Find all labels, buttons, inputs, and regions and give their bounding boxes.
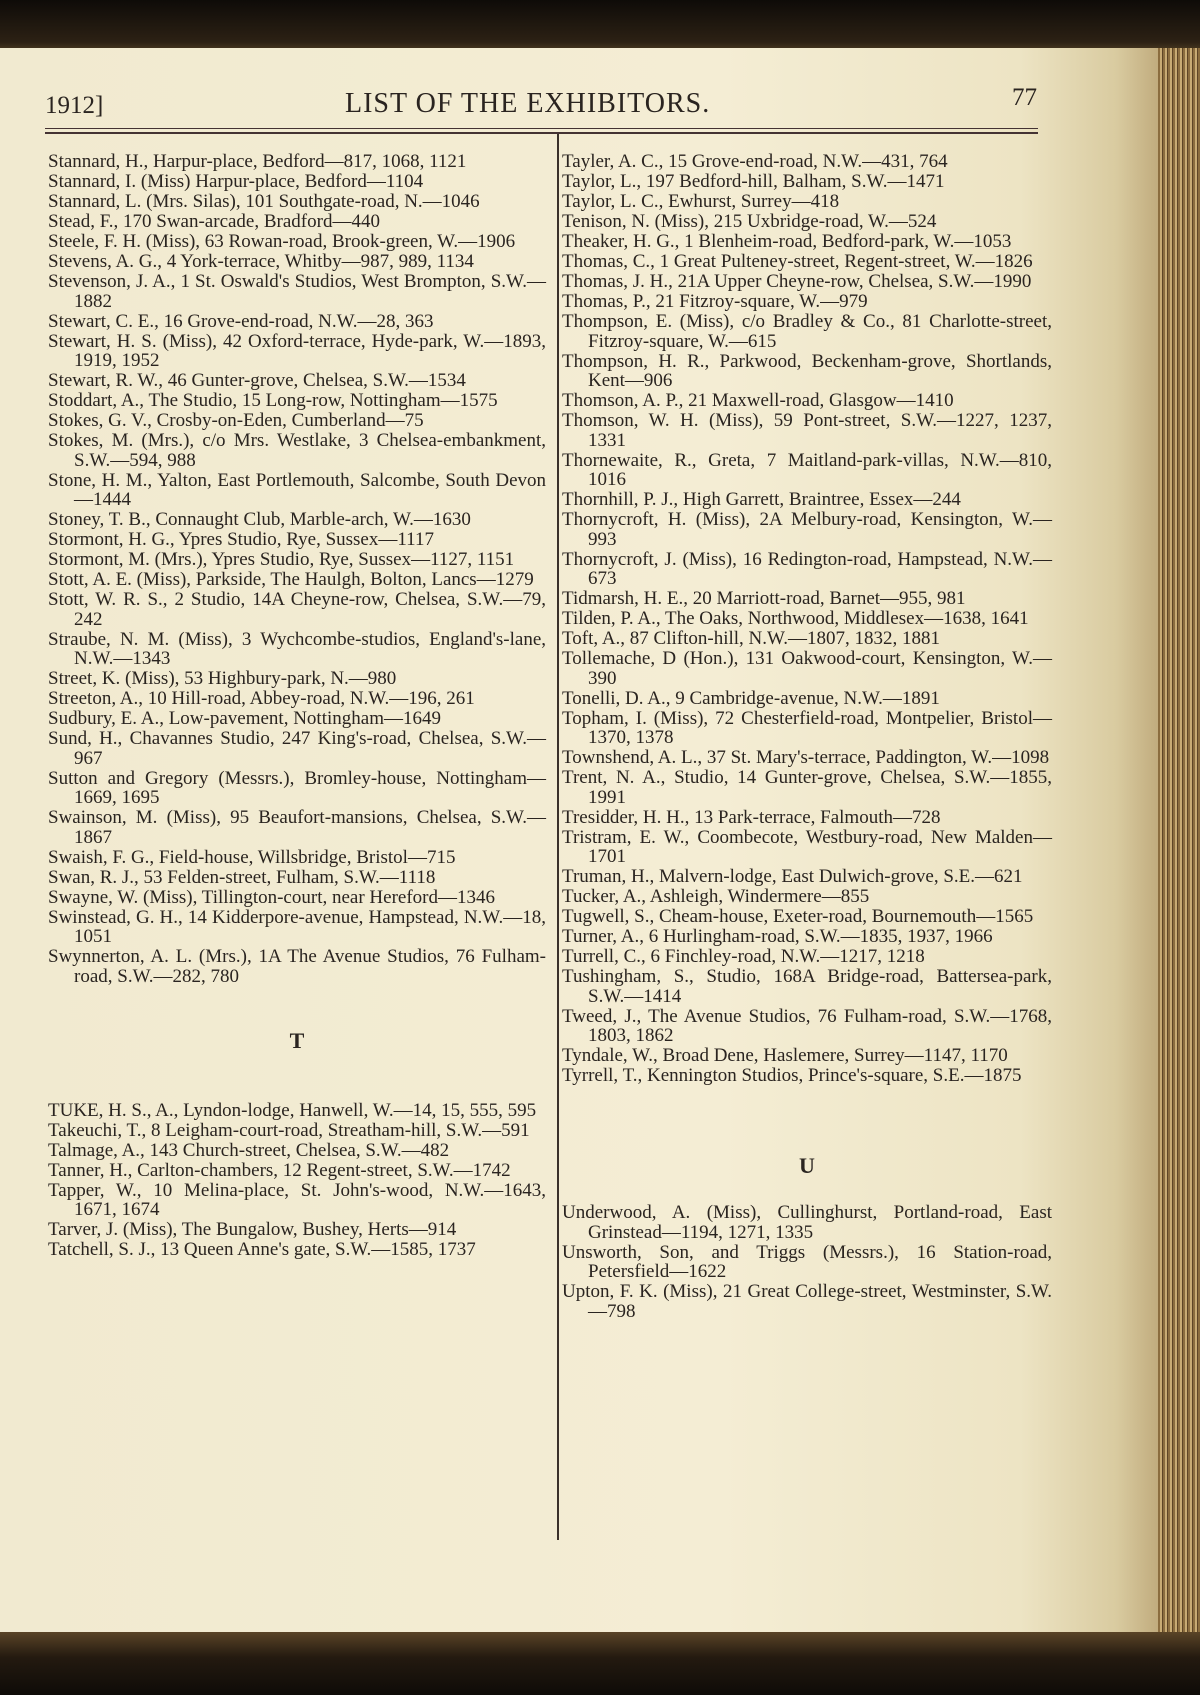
exhibitor-entry: Thomson, A. P., 21 Maxwell-road, Glasgow—1410 bbox=[562, 390, 954, 411]
exhibitor-entry: Tarver, J. (Miss), The Bungalow, Bushey, Herts—914 bbox=[48, 1219, 457, 1240]
header-rule-thin bbox=[45, 128, 1038, 129]
header-title: LIST OF THE EXHIBITORS. bbox=[345, 88, 711, 119]
exhibitor-entry: Stormont, H. G., Ypres Studio, Rye, Sussex—1117 bbox=[48, 529, 434, 550]
exhibitor-entry: Tonelli, D. A., 9 Cambridge-avenue, N.W.—1891 bbox=[562, 687, 940, 709]
exhibitor-entry: Stone, H. M., Yalton, East Portlemouth, Salcombe, South Devon—1444 bbox=[48, 469, 546, 510]
exhibitor-entry: Thornewaite, R., Greta, 7 Maitland-park-villas, N.W.—810, 1016 bbox=[562, 449, 1052, 490]
exhibitor-entry: Taylor, L. C., Ewhurst, Surrey—418 bbox=[562, 191, 840, 212]
exhibitor-entry: Stevenson, J. A., 1 St. Oswald's Studios, West Brompton, S.W.—1882 bbox=[48, 271, 546, 312]
exhibitor-entry: Topham, I. (Miss), 72 Chesterfield-road, Montpelier, Bristol—1370, 1378 bbox=[562, 707, 1052, 748]
exhibitor-entry: Swayne, W. (Miss), Tillington-court, near Hereford—1346 bbox=[48, 886, 495, 908]
section-letter-t: T bbox=[289, 1028, 305, 1053]
exhibitor-entry: Taylor, L., 197 Bedford-hill, Balham, S.W.—1471 bbox=[562, 171, 945, 192]
exhibitor-entry: Stoddart, A., The Studio, 15 Long-row, Nottingham—1575 bbox=[48, 390, 498, 411]
exhibitor-entry: Tyndale, W., Broad Dene, Haslemere, Surrey—1147, 1170 bbox=[562, 1045, 1008, 1066]
exhibitor-entry: Swaish, F. G., Field-house, Willsbridge, Bristol—715 bbox=[48, 846, 456, 868]
exhibitor-entry: Tugwell, S., Cheam-house, Exeter-road, Bournemouth—1565 bbox=[562, 906, 1034, 927]
exhibitor-entry: Straube, N. M. (Miss), 3 Wychcombe-studios, England's-lane, N.W.—1343 bbox=[48, 628, 546, 669]
exhibitor-entry: Stannard, I. (Miss) Harpur-place, Bedford—1104 bbox=[48, 171, 424, 192]
exhibitor-entry: Stewart, C. E., 16 Grove-end-road, N.W.—28, 363 bbox=[48, 310, 434, 332]
exhibitor-entry: Tatchell, S. J., 13 Queen Anne's gate, S.W.—1585, 1737 bbox=[48, 1239, 476, 1260]
right-column bbox=[562, 152, 1052, 1322]
exhibitor-entry: Theaker, H. G., 1 Blenheim-road, Bedford-park, W.—1053 bbox=[562, 231, 1012, 252]
exhibitor-entry: Turner, A., 6 Hurlingham-road, S.W.—1835, 1937, 1966 bbox=[562, 926, 993, 947]
left-column bbox=[48, 152, 546, 1260]
exhibitor-entry: Swainson, M. (Miss), 95 Beaufort-mansions, Chelsea, S.W.—1867 bbox=[48, 807, 546, 848]
exhibitor-entry: Thomas, C., 1 Great Pulteney-street, Regent-street, W.—1826 bbox=[562, 251, 1033, 272]
exhibitor-entry: Stead, F., 170 Swan-arcade, Bradford—440 bbox=[48, 211, 380, 232]
exhibitor-entry: Upton, F. K. (Miss), 21 Great College-street, Westminster, S.W.—798 bbox=[562, 1281, 1052, 1322]
exhibitor-entry: Stott, A. E. (Miss), Parkside, The Haulgh, Bolton, Lancs—1279 bbox=[48, 569, 534, 590]
exhibitor-entry: Stewart, R. W., 46 Gunter-grove, Chelsea, S.W.—1534 bbox=[48, 370, 466, 391]
right-entries-after bbox=[562, 1203, 1052, 1321]
exhibitor-entry: Steele, F. H. (Miss), 63 Rowan-road, Brook-green, W.—1906 bbox=[48, 231, 516, 252]
exhibitor-entry: Stannard, L. (Mrs. Silas), 101 Southgate-road, N.—1046 bbox=[48, 191, 480, 212]
exhibitor-entry: Streeton, A., 10 Hill-road, Abbey-road, N.W.—196, 261 bbox=[48, 688, 475, 709]
exhibitor-entry: Tyrrell, T., Kennington Studios, Prince's-square, S.E.—1875 bbox=[562, 1065, 1022, 1086]
exhibitor-entry: Unsworth, Son, and Triggs (Messrs.), 16 Station-road, Petersfield—1622 bbox=[562, 1241, 1052, 1282]
exhibitor-entry: TUKE, H. S., A., Lyndon-lodge, Hanwell, W.—14, 15, 555, 595 bbox=[48, 1099, 537, 1121]
exhibitor-entry: Stott, W. R. S., 2 Studio, 14A Cheyne-row, Chelsea, S.W.—79, 242 bbox=[48, 589, 546, 630]
left-entries-before bbox=[48, 152, 546, 986]
exhibitor-entry: Tristram, E. W., Coombecote, Westbury-road, New Malden—1701 bbox=[562, 826, 1052, 867]
exhibitor-entry: Stewart, H. S. (Miss), 42 Oxford-terrace, Hyde-park, W.—1893, 1919, 1952 bbox=[48, 330, 546, 371]
exhibitor-entry: Tucker, A., Ashleigh, Windermere—855 bbox=[562, 886, 870, 907]
exhibitor-entry: Stormont, M. (Mrs.), Ypres Studio, Rye, Sussex—1127, 1151 bbox=[48, 549, 515, 570]
exhibitor-entry: Talmage, A., 143 Church-street, Chelsea, S.W.—482 bbox=[48, 1139, 450, 1161]
exhibitor-entry: Takeuchi, T., 8 Leigham-court-road, Streatham-hill, S.W.—591 bbox=[48, 1119, 530, 1141]
exhibitor-entry: Thomson, W. H. (Miss), 59 Pont-street, S.W.—1227, 1237, 1331 bbox=[562, 410, 1052, 451]
exhibitor-entry: Thomas, J. H., 21A Upper Cheyne-row, Chelsea, S.W.—1990 bbox=[562, 271, 1032, 292]
exhibitor-entry: Stoney, T. B., Connaught Club, Marble-arch, W.—1630 bbox=[48, 509, 471, 530]
exhibitor-entry: Tenison, N. (Miss), 215 Uxbridge-road, W.—524 bbox=[562, 211, 937, 232]
exhibitor-entry: Stokes, G. V., Crosby-on-Eden, Cumberland—75 bbox=[48, 410, 424, 431]
exhibitor-entry: Tresidder, H. H., 13 Park-terrace, Falmouth—728 bbox=[562, 806, 941, 828]
column-divider bbox=[557, 134, 559, 1540]
page-edges bbox=[1158, 48, 1200, 1638]
exhibitor-entry: Thornhill, P. J., High Garrett, Braintree, Essex—244 bbox=[562, 489, 961, 510]
page-number: 77 bbox=[1012, 84, 1037, 111]
right-entries-before bbox=[562, 152, 1052, 1086]
exhibitor-entry: Truman, H., Malvern-lodge, East Dulwich-grove, S.E.—621 bbox=[562, 866, 1023, 887]
exhibitor-entry: Stokes, M. (Mrs.), c/o Mrs. Westlake, 3 Chelsea-embankment, S.W.—594, 988 bbox=[48, 430, 546, 471]
exhibitor-entry: Tayler, A. C., 15 Grove-end-road, N.W.—431, 764 bbox=[562, 151, 948, 172]
exhibitor-entry: Thompson, E. (Miss), c/o Bradley & Co., 81 Charlotte-street, Fitzroy-square, W.—615 bbox=[562, 311, 1052, 352]
header-rule-thick bbox=[45, 132, 1038, 134]
exhibitor-entry: Tweed, J., The Avenue Studios, 76 Fulham-road, S.W.—1768, 1803, 1862 bbox=[562, 1005, 1052, 1046]
exhibitor-entry: Tollemache, D (Hon.), 131 Oakwood-court, Kensington, W.—390 bbox=[562, 648, 1052, 689]
header-year: 1912] bbox=[45, 92, 104, 119]
exhibitor-entry: Thomas, P., 21 Fitzroy-square, W.—979 bbox=[562, 291, 868, 312]
exhibitor-entry: Tushingham, S., Studio, 168A Bridge-road, Battersea-park, S.W.—1414 bbox=[562, 966, 1052, 1007]
exhibitor-entry: Thornycroft, H. (Miss), 2A Melbury-road, Kensington, W.—993 bbox=[562, 509, 1052, 550]
exhibitor-entry: Swinstead, G. H., 14 Kidderpore-avenue, Hampstead, N.W.—18, 1051 bbox=[48, 906, 546, 947]
exhibitor-entry: Underwood, A. (Miss), Cullinghurst, Portland-road, East Grinstead—1194, 1271, 1335 bbox=[562, 1202, 1052, 1243]
exhibitor-entry: Townshend, A. L., 37 St. Mary's-terrace, Paddington, W.—1098 bbox=[562, 747, 1050, 768]
exhibitor-entry: Tidmarsh, H. E., 20 Marriott-road, Barnet—955, 981 bbox=[562, 588, 966, 609]
section-letter-u: U bbox=[799, 1152, 815, 1178]
exhibitor-entry: Swynnerton, A. L. (Mrs.), 1A The Avenue Studios, 76 Fulham-road, S.W.—282, 780 bbox=[48, 946, 546, 987]
exhibitor-entry: Turrell, C., 6 Finchley-road, N.W.—1217, 1218 bbox=[562, 946, 925, 967]
exhibitor-entry: Stevens, A. G., 4 York-terrace, Whitby—987, 989, 1134 bbox=[48, 251, 474, 272]
book-binding-bottom bbox=[0, 1632, 1200, 1695]
exhibitor-entry: Sutton and Gregory (Messrs.), Bromley-house, Nottingham—1669, 1695 bbox=[48, 767, 546, 808]
exhibitor-entry: Thompson, H. R., Parkwood, Beckenham-grove, Shortlands, Kent—906 bbox=[562, 350, 1052, 391]
exhibitor-entry: Tilden, P. A., The Oaks, Northwood, Middlesex—1638, 1641 bbox=[562, 608, 1029, 629]
exhibitor-entry: Toft, A., 87 Clifton-hill, N.W.—1807, 1832, 1881 bbox=[562, 628, 940, 649]
exhibitor-entry: Swan, R. J., 53 Felden-street, Fulham, S.W.—1118 bbox=[48, 866, 436, 888]
left-entries-after bbox=[48, 1101, 546, 1260]
exhibitor-entry: Stannard, H., Harpur-place, Bedford—817, 1068, 1121 bbox=[48, 151, 467, 172]
exhibitor-entry: Sudbury, E. A., Low-pavement, Nottingham—1649 bbox=[48, 708, 441, 729]
exhibitor-entry: Sund, H., Chavannes Studio, 247 King's-road, Chelsea, S.W.—967 bbox=[48, 728, 546, 769]
exhibitor-entry: Street, K. (Miss), 53 Highbury-park, N.—980 bbox=[48, 668, 397, 689]
exhibitor-entry: Thornycroft, J. (Miss), 16 Redington-road, Hampstead, N.W.—673 bbox=[562, 548, 1052, 589]
exhibitor-entry: Tanner, H., Carlton-chambers, 12 Regent-street, S.W.—1742 bbox=[48, 1159, 511, 1181]
page-header bbox=[45, 84, 1037, 124]
exhibitor-entry: Tapper, W., 10 Melina-place, St. John's-wood, N.W.—1643, 1671, 1674 bbox=[48, 1179, 546, 1220]
exhibitor-entry: Trent, N. A., Studio, 14 Gunter-grove, Chelsea, S.W.—1855, 1991 bbox=[562, 767, 1052, 808]
